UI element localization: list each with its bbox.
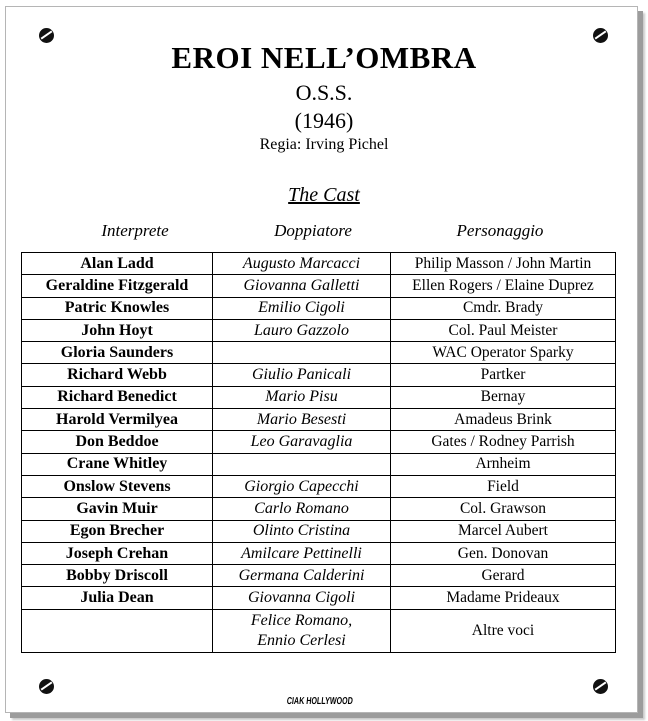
cast-heading: The Cast <box>288 184 360 206</box>
cell-character: Philip Masson / John Martin <box>391 253 616 275</box>
cell-dubber: Giovanna Cigoli <box>213 587 391 609</box>
cell-actor: Onslow Stevens <box>22 475 213 497</box>
cell-dubber: Amilcare Pettinelli <box>213 542 391 564</box>
table-row <box>22 565 616 587</box>
original-title: O.S.S. <box>295 80 353 105</box>
table-row <box>22 386 616 408</box>
column-header-character: Personaggio <box>456 221 544 240</box>
cell-dubber: Lauro Gazzolo <box>213 319 391 341</box>
cell-actor: Julia Dean <box>22 587 213 609</box>
cell-dubber: Felice Romano, Ennio Cerlesi <box>213 609 391 652</box>
cell-actor: John Hoyt <box>22 319 213 341</box>
cell-character: WAC Operator Sparky <box>391 342 616 364</box>
cell-actor: Don Beddoe <box>22 431 213 453</box>
director-credit: Regia: Irving Pichel <box>259 136 389 153</box>
cell-character: Bernay <box>391 386 616 408</box>
cast-table <box>21 252 616 653</box>
cell-dubber: Giovanna Galletti <box>213 275 391 297</box>
table-row <box>22 364 616 386</box>
cell-character: Arnheim <box>391 453 616 475</box>
cell-character: Partker <box>391 364 616 386</box>
table-row <box>22 342 616 364</box>
cell-actor: Geraldine Fitzgerald <box>22 275 213 297</box>
cell-actor: Crane Whitley <box>22 453 213 475</box>
cell-actor: Gavin Muir <box>22 498 213 520</box>
cell-character: Gerard <box>391 565 616 587</box>
table-row <box>22 319 616 341</box>
cell-character: Col. Grawson <box>391 498 616 520</box>
ciak-hollywood-logo <box>286 690 380 710</box>
cell-dubber: Giulio Panicali <box>213 364 391 386</box>
cell-character: Cmdr. Brady <box>391 297 616 319</box>
cell-actor: Patric Knowles <box>22 297 213 319</box>
cell-character: Amadeus Brink <box>391 409 616 431</box>
cell-dubber: Germana Calderini <box>213 565 391 587</box>
cell-actor: Richard Webb <box>22 364 213 386</box>
table-row <box>22 520 616 542</box>
release-year: (1946) <box>294 108 354 133</box>
cell-dubber: Mario Besesti <box>213 409 391 431</box>
cell-character: Madame Prideaux <box>391 587 616 609</box>
cell-dubber: Carlo Romano <box>213 498 391 520</box>
cell-character: Altre voci <box>391 609 616 652</box>
cell-character: Field <box>391 475 616 497</box>
cell-character: Ellen Rogers / Elaine Duprez <box>391 275 616 297</box>
cell-dubber: Olinto Cristina <box>213 520 391 542</box>
table-row <box>22 409 616 431</box>
cell-character: Col. Paul Meister <box>391 319 616 341</box>
cell-actor: Harold Vermilyea <box>22 409 213 431</box>
cell-dubber <box>213 342 391 364</box>
table-row <box>22 275 616 297</box>
cell-actor: Gloria Saunders <box>22 342 213 364</box>
cell-actor: Bobby Driscoll <box>22 565 213 587</box>
table-row <box>22 498 616 520</box>
cell-dubber: Mario Pisu <box>213 386 391 408</box>
column-header-dubber: Doppiatore <box>274 221 352 240</box>
cell-actor: Richard Benedict <box>22 386 213 408</box>
table-row <box>22 453 616 475</box>
screw-icon <box>39 679 54 694</box>
table-row <box>22 609 616 652</box>
screw-icon <box>593 679 608 694</box>
cell-actor <box>22 609 213 652</box>
cell-character: Gen. Donovan <box>391 542 616 564</box>
cell-dubber: Giorgio Capecchi <box>213 475 391 497</box>
table-row <box>22 587 616 609</box>
table-row <box>22 253 616 275</box>
cell-character: Marcel Aubert <box>391 520 616 542</box>
cell-actor: Alan Ladd <box>22 253 213 275</box>
table-row <box>22 431 616 453</box>
cell-actor: Joseph Crehan <box>22 542 213 564</box>
cell-dubber: Leo Garavaglia <box>213 431 391 453</box>
cell-character: Gates / Rodney Parrish <box>391 431 616 453</box>
svg-text:CIAK HOLLYWOOD: CIAK HOLLYWOOD <box>286 696 380 707</box>
page-title: EROI NELL’OMBRA <box>171 40 477 75</box>
cell-actor: Egon Brecher <box>22 520 213 542</box>
table-row <box>22 475 616 497</box>
cell-dubber <box>213 453 391 475</box>
table-row <box>22 297 616 319</box>
column-header-actor: Interprete <box>101 221 169 240</box>
cell-dubber: Augusto Marcacci <box>213 253 391 275</box>
table-row <box>22 542 616 564</box>
cell-dubber: Emilio Cigoli <box>213 297 391 319</box>
